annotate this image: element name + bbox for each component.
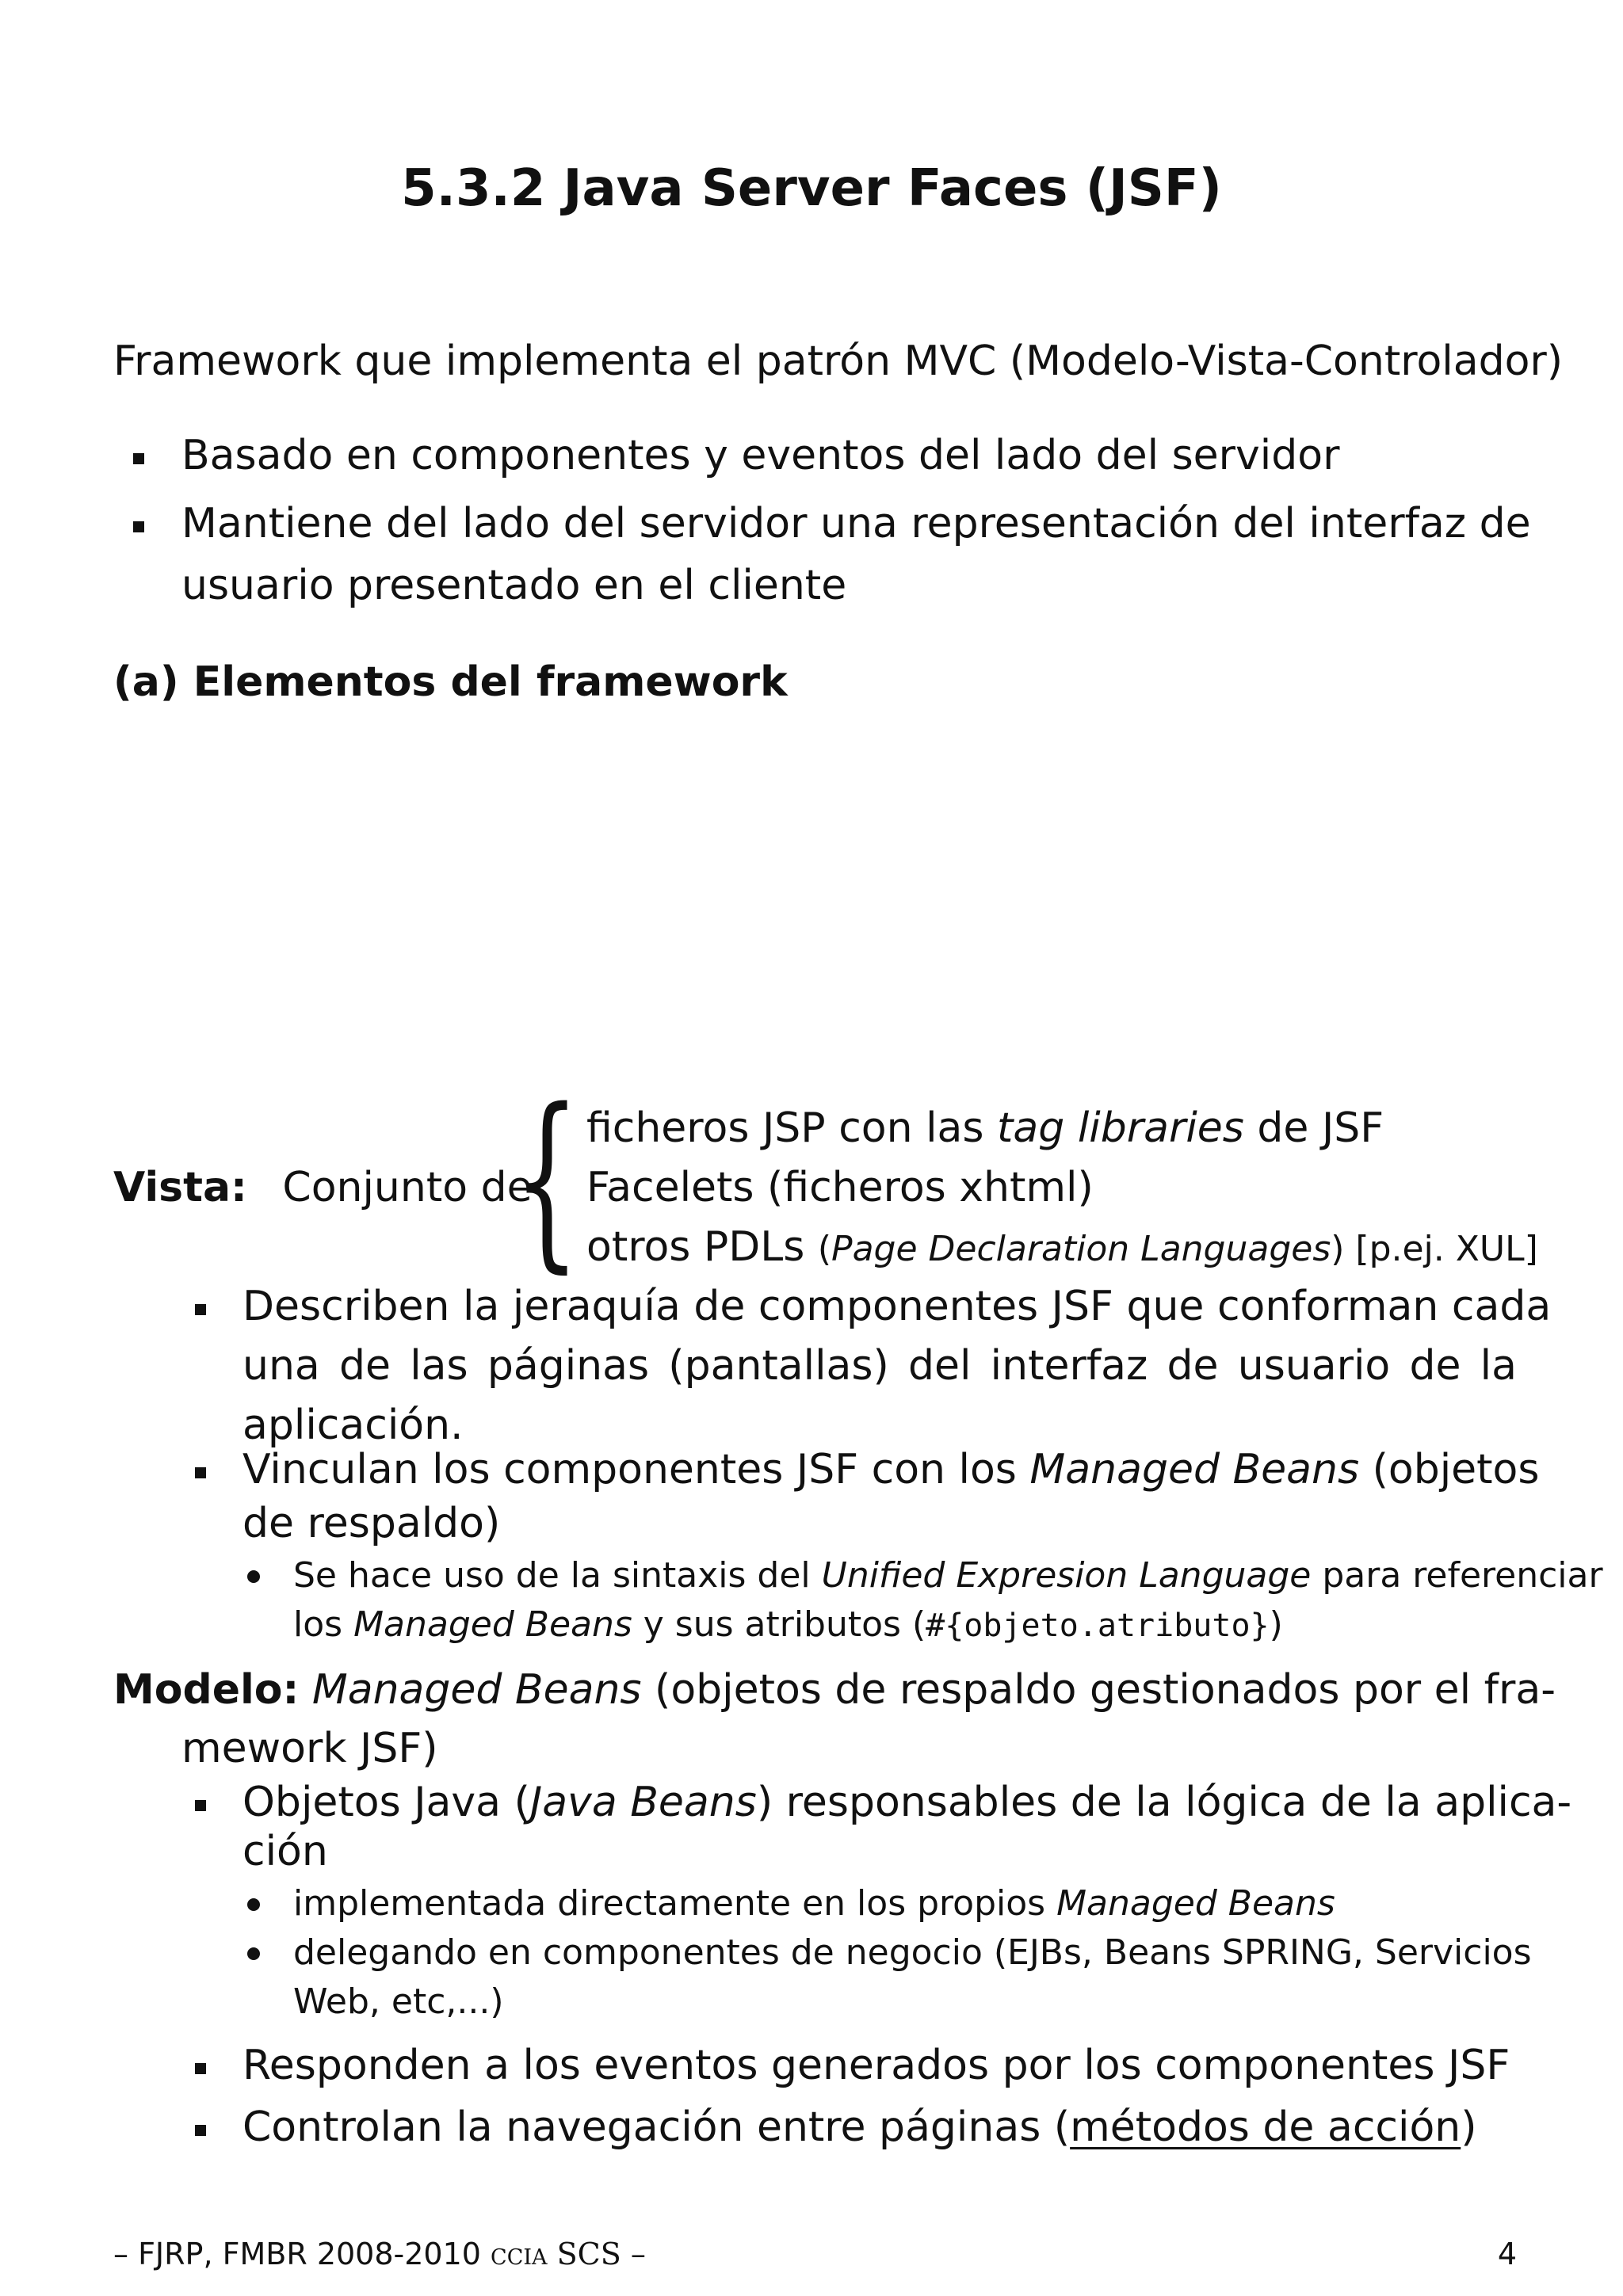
sub-bullet-dot (247, 1570, 260, 1583)
page-title: 5.3.2 Java Server Faces (JSF) (401, 159, 1222, 218)
bullet-marker (195, 1467, 206, 1478)
modelo-bullet-3: Controlan la navegación entre páginas (métodos de acción) (242, 2103, 1477, 2151)
curly-brace: { (514, 1068, 580, 1290)
modelo-bullet-2: Responden a los eventos generados por los componentes JSF (242, 2042, 1510, 2089)
vista-bullet-2-line-2: de respaldo) (242, 1500, 501, 1547)
modelo-sub-bullet-1: implementada directamente en los propios Managed Beans (293, 1883, 1335, 1924)
vista-item-3: otros PDLs (Page Declaration Languages) [p.ej. XUL] (586, 1223, 1538, 1271)
vista-bullet-2-line-1: Vinculan los componentes JSF con los Managed Beans (objetos (242, 1446, 1540, 1493)
metodos-de-accion: métodos de acción (1070, 2103, 1461, 2151)
modelo-line-2: mework JSF) (181, 1725, 438, 1772)
vista-sub-bullet-line-1: Se hace uso de la sintaxis del Unified Expresion Language para referenciar (293, 1555, 1603, 1596)
bullet-marker (133, 521, 144, 532)
vista-conjunto: Conjunto de (282, 1164, 533, 1211)
sub-bullet-dot (247, 1898, 260, 1911)
bullet-marker (133, 453, 144, 464)
modelo-bullet-1-line-2: ción (242, 1828, 328, 1875)
modelo-sub-bullet-2-line-2: Web, etc,...) (293, 1981, 504, 2022)
vista-sub-bullet-line-2: los Managed Beans y sus atributos (#{objeto.atributo}) (293, 1604, 1283, 1645)
intro-bullet-2-line-2: usuario presentado en el cliente (181, 562, 847, 609)
section-heading: (a) Elementos del framework (113, 658, 788, 706)
vista-bullet-1-line-3: aplicación. (242, 1402, 464, 1449)
bullet-marker (195, 1800, 206, 1811)
vista-item-1: ficheros JSP con las tag libraries de JSF (586, 1104, 1384, 1152)
intro-bullet-2-line-1: Mantiene del lado del servidor una representación del interfaz de (181, 500, 1531, 547)
sub-bullet-dot (247, 1947, 260, 1960)
modelo-bullet-1-line-1: Objetos Java (Java Beans) responsables de la lógica de la aplica- (242, 1779, 1572, 1826)
footer-credits: – FJRP, FMBR 2008-2010 ccia SCS – (113, 2237, 646, 2271)
bullet-marker (195, 2063, 206, 2074)
vista-item-2: Facelets (ficheros xhtml) (586, 1164, 1094, 1211)
bullet-marker (195, 2125, 206, 2136)
modelo-sub-bullet-2-line-1: delegando en componentes de negocio (EJBs, Beans SPRING, Servicios (293, 1932, 1532, 1973)
intro-text: Framework que implementa el patrón MVC (Modelo-Vista-Controlador) (113, 338, 1564, 385)
vista-line (113, 1157, 533, 1219)
modelo-line-1: Modelo: Managed Beans (objetos de respaldo gestionados por el fra- (113, 1666, 1556, 1714)
vista-label: Vista: (113, 1164, 247, 1211)
vista-bullet-1-line-1: Describen la jeraquía de componentes JSF que conforman cada (242, 1283, 1552, 1330)
page-number: 4 (1497, 2237, 1517, 2271)
intro-bullet-1: Basado en componentes y eventos del lado del servidor (181, 432, 1340, 479)
vista-bullet-1-line-2: una de las páginas (pantallas) del interfaz de usuario de la (242, 1342, 1517, 1390)
bullet-marker (195, 1304, 206, 1315)
